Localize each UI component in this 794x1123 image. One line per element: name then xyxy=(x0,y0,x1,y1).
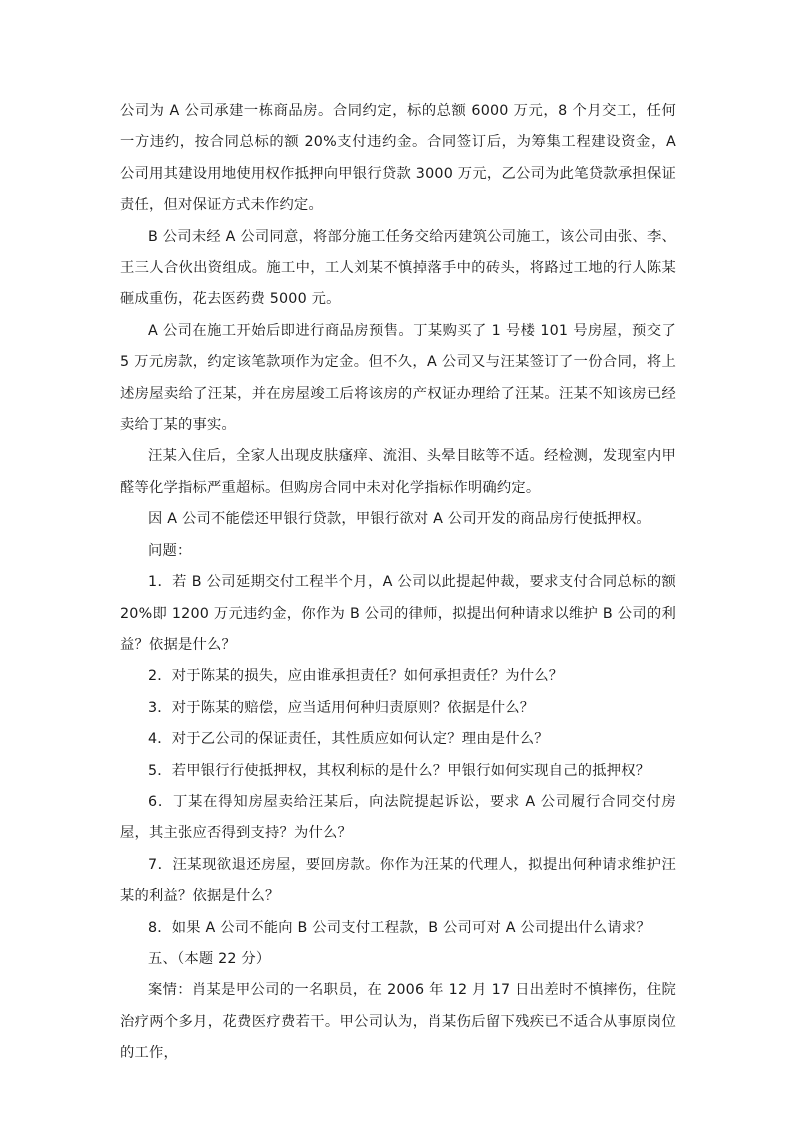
question-5: 5．若甲银行行使抵押权，其权利标的是什么？甲银行如何实现自己的抵押权？ xyxy=(148,762,651,779)
question-8: 8．如果 A 公司不能向 B 公司支付工程款，B 公司可对 A 公司提出什么请求？ xyxy=(148,919,651,936)
question-1: 1．若 B 公司延期交付工程半个月，A 公司以此提起仲裁，要求支付合同总标的额 20%即 1200 万元违约金，你作为 B 公司的律师，拟提出何种请求以维护 B 公司的利益？依据是什么？ xyxy=(120,574,676,653)
paragraph-presale: A 公司在施工开始后即进行商品房预售。丁某购买了 1 号楼 101 号房屋，预交了 5 万元房款，约定该笔款项作为定金。但不久，A 公司又与汪某签订了一份合同，将上述房屋卖给了汪某，并在房屋竣工后将该房的产权证办理给了汪某。汪某不知该房已经卖给丁某的事实。 xyxy=(120,322,676,434)
paragraph-case-facts: 案情：肖某是甲公司的一名职员，在 2006 年 12 月 17 日出差时不慎摔伤，住院治疗两个多月，花费医疗费若干。甲公司认为，肖某伤后留下残疾已不适合从事原岗位的工作， xyxy=(120,982,676,1062)
paragraph-contract-intro: 公司为 A 公司承建一栋商品房。合同约定，标的总额 6000 万元，8 个月交工，任何一方违约，按合同总标的额 20%支付违约金。合同签订后，为筹集工程建设资金，A 公司用其建设用地使用权作抵押向甲银行贷款 3000 万元，乙公司为此笔贷款承担保证责任，但对保证方式未作约定。 xyxy=(120,103,676,214)
section-heading-five: 五、（本题 22 分） xyxy=(148,950,271,967)
question-2: 2．对于陈某的损失，应由谁承担责任？如何承担责任？为什么？ xyxy=(148,668,564,685)
question-7: 7．汪某现欲退还房屋，要回房款。你作为汪某的代理人，拟提出何种请求维护汪某的利益？依据是什么？ xyxy=(120,856,676,905)
paragraph-formaldehyde: 汪某入住后，全家人出现皮肤瘙痒、流泪、头晕目眩等不适。经检测，发现室内甲醛等化学指标严重超标。但购房合同中未对化学指标作明确约定。 xyxy=(120,448,676,496)
paragraph-mortgage: 因 A 公司不能偿还甲银行贷款，甲银行欲对 A 公司开发的商品房行使抵押权。 xyxy=(148,511,651,528)
questions-heading: 问题： xyxy=(148,542,192,559)
question-4: 4．对于乙公司的保证责任，其性质应如何认定？理由是什么？ xyxy=(148,731,549,748)
document-page xyxy=(120,96,676,1070)
question-6: 6．丁某在得知房屋卖给汪某后，向法院提起诉讼，要求 A 公司履行合同交付房屋，其主张应否得到支持？为什么？ xyxy=(120,793,676,842)
question-3: 3．对于陈某的赔偿，应当适用何种归责原则？依据是什么？ xyxy=(148,699,535,716)
paragraph-subcontract-injury: B 公司未经 A 公司同意，将部分施工任务交给丙建筑公司施工，该公司由张、李、王三人合伙出资组成。施工中，工人刘某不慎掉落手中的砖头，将路过工地的行人陈某砸成重伤，花去医药费 5000 元。 xyxy=(120,228,676,308)
